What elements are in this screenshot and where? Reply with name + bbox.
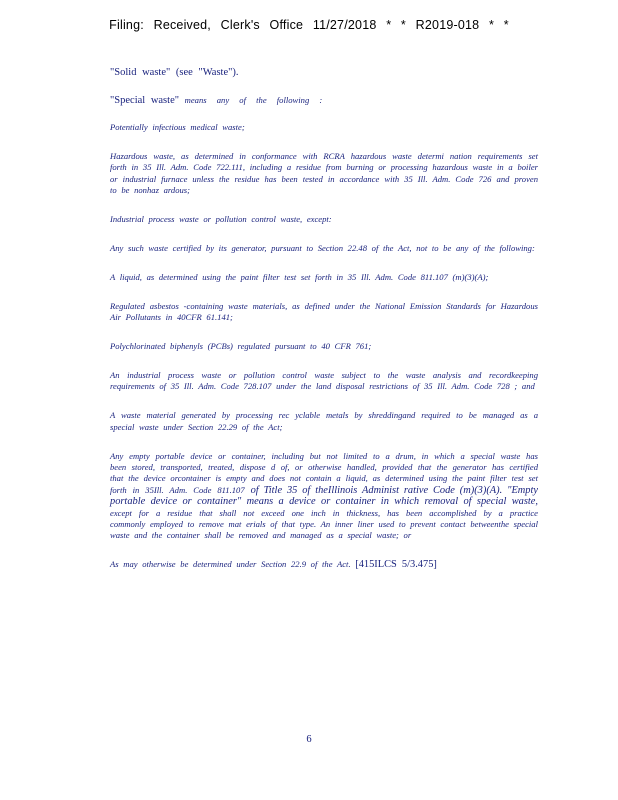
header-filing: Filing:: [109, 18, 144, 32]
document-body: [110, 66, 538, 588]
item-certified-waste: Any such waste certified by its generator, pursuant to Section 22.48 of the Act, not to be any of the following:: [110, 242, 535, 253]
container-text-1: Any empty portable device or container, including but not limited to a drum, in which a special waste has been stored, transported, treated, dispose d of, or otherwise handled, provided that the generator has certified that the device orcontainer is empty and does not contain a liquid, as determined using the paint filter test set forth in 35Ill. Adm. Code 811.107: [110, 450, 538, 495]
item-otherwise-determined: [110, 559, 538, 570]
statute-citation: [415ILCS 5/3.475]: [355, 559, 437, 571]
header-stars: * *: [489, 18, 509, 32]
otherwise-text: As may otherwise be determined under Section 22.9 of the Act.: [110, 559, 351, 570]
container-text-2: of Title 35 of theIllinois Administ rative Code (m)(3)(A). "Empty portable device or container" means a device or container in which removal of special waste,: [110, 484, 539, 508]
filing-header: [0, 18, 618, 32]
header-docket: * * R2019-018: [386, 18, 480, 32]
header-received: Received,: [153, 18, 211, 32]
header-office: Clerk's Office: [220, 18, 304, 32]
item-asbestos: Regulated asbestos -containing waste materials, as defined under the National Emission Standards for Hazardous Air Pollutants in 40CFR 61.141;: [110, 300, 538, 323]
solid-waste-definition: "Solid waste" (see "Waste").: [110, 67, 239, 78]
item-industrial-waste: Industrial process waste or pollution control waste, except:: [110, 214, 332, 225]
item-hazardous-waste: Hazardous waste, as determined in conformance with RCRA hazardous waste determi nation requirements set forth in 35 Ill. Adm. Code 722.111, including a residue from burning or processing hazardous waste in a boiler or industrial furnace unless the residue has been tested in accordance with 35 Ill. Adm. Code 726 and proven to be nonhaz ardous;: [110, 150, 538, 196]
item-empty-container: [110, 451, 538, 542]
header-date: 11/27/2018: [312, 18, 377, 32]
item-industrial-process: An industrial process waste or pollution control waste subject to the waste analysis and recordkeeping requirements of 35 Ill. Adm. Code 728.107 under the land disposal restrictions of 35 Ill. Adm. Code 728 ; and: [110, 369, 538, 392]
item-pcb: Polychlorinated biphenyls (PCBs) regulated pursuant to 40 CFR 761;: [110, 341, 372, 352]
container-text-3: except for a residue that shall not exceed one inch in thickness, has been accomplished by a practice commonly employed to remove mat erials of that type. An inner liner used to prevent contact betweenthe special waste and the container shall be removed and managed as a special waste; or: [110, 507, 538, 541]
special-waste-term: "Special waste": [110, 95, 180, 106]
special-waste-intro: means any of the following :: [184, 95, 323, 105]
item-medical-waste: Potentially infectious medical waste;: [110, 122, 245, 132]
page-number: 6: [306, 734, 312, 745]
item-recyclable-metals: A waste material generated by processing rec yclable metals by shreddingand required to be managed as a special waste under Section 22.29 of the Act;: [110, 410, 538, 432]
special-waste-definition: [110, 94, 538, 107]
item-liquid: A liquid, as determined using the paint filter test set forth in 35 Ill. Adm. Code 811.107 (m)(3)(A);: [110, 271, 489, 282]
